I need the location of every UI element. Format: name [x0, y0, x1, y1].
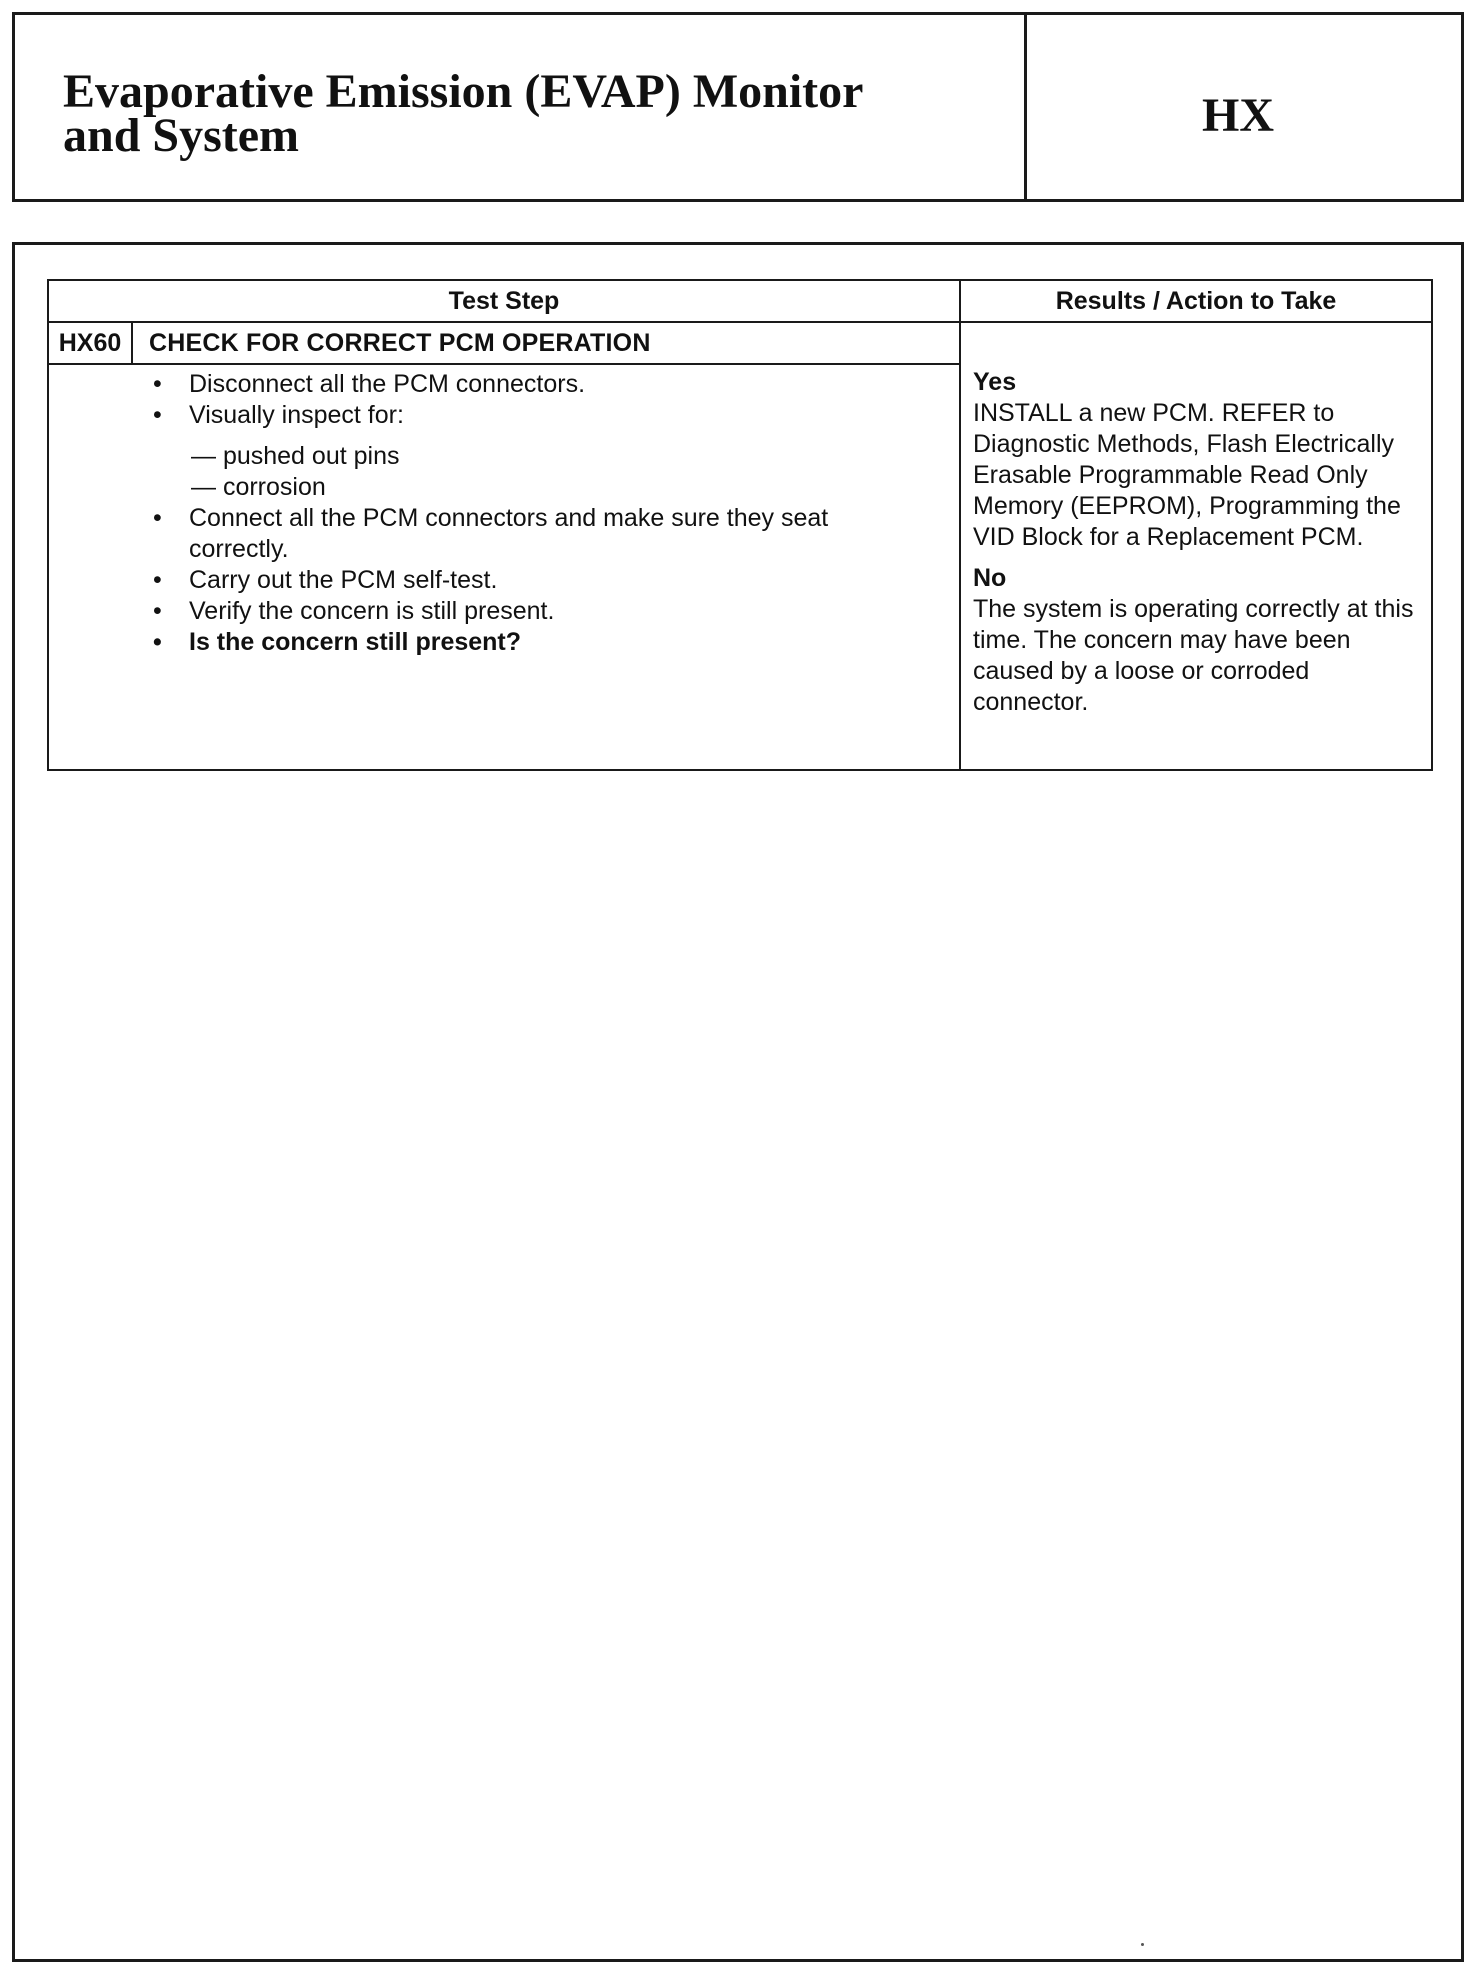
page-title [63, 56, 864, 162]
header-title-cell [15, 15, 1027, 199]
instruction-text: Verify the concern is still present. [189, 597, 555, 625]
test-step-table [47, 279, 1433, 771]
step-header-cell [48, 322, 960, 364]
table-header-row [48, 280, 1432, 322]
step-body-cell [48, 364, 960, 770]
scan-speck [1141, 1943, 1144, 1946]
table-row [48, 322, 1432, 364]
step-id: HX60 [49, 323, 133, 363]
question-text: Is the concern still present? [189, 628, 522, 656]
bullet-icon: • [153, 401, 162, 429]
section-code: HX [1202, 88, 1274, 142]
page-title-line-2: and System [63, 109, 300, 162]
header-code-cell [1027, 15, 1461, 199]
list-item [149, 565, 959, 596]
list-item [149, 369, 959, 400]
step-instructions [49, 369, 959, 431]
list-item: — corrosion [191, 473, 326, 501]
page-header [12, 12, 1464, 202]
bullet-icon: • [153, 566, 162, 594]
column-header-results: Results / Action to Take [960, 280, 1432, 322]
page-title-line-1: Evaporative Emission (EVAP) Monitor [63, 65, 864, 118]
instruction-text: Disconnect all the PCM connectors. [189, 370, 586, 398]
step-title: CHECK FOR CORRECT PCM OPERATION [149, 328, 651, 357]
result-no-text: The system is operating correctly at this time. The concern may have been caused by a loose or corroded connector. [973, 595, 1414, 716]
list-item [149, 400, 959, 431]
list-item [149, 503, 959, 565]
column-header-test-step: Test Step [48, 280, 960, 322]
content-frame [12, 242, 1464, 1962]
instruction-text: Connect all the PCM connectors and make sure they seat correctly. [189, 504, 829, 563]
list-item [149, 627, 959, 658]
step-header [49, 323, 959, 363]
instruction-text: Visually inspect for: [189, 401, 404, 429]
instruction-text: Carry out the PCM self-test. [189, 566, 498, 594]
result-no-label: No [973, 564, 1007, 592]
bullet-icon: • [153, 628, 162, 656]
bullet-icon: • [153, 504, 162, 532]
inspection-items [49, 441, 959, 503]
results-cell [960, 322, 1432, 770]
result-yes-label: Yes [973, 368, 1017, 396]
step-instructions-continued [49, 503, 959, 658]
result-yes-text: INSTALL a new PCM. REFER to Diagnostic Methods, Flash Electrically Erasable Programmable Read Only Memory (EEPROM), Programming the VID Block for a Replacement PCM. [973, 399, 1401, 551]
bullet-icon: • [153, 597, 162, 625]
list-item: — pushed out pins [191, 442, 400, 470]
bullet-icon: • [153, 370, 162, 398]
list-item [149, 596, 959, 627]
